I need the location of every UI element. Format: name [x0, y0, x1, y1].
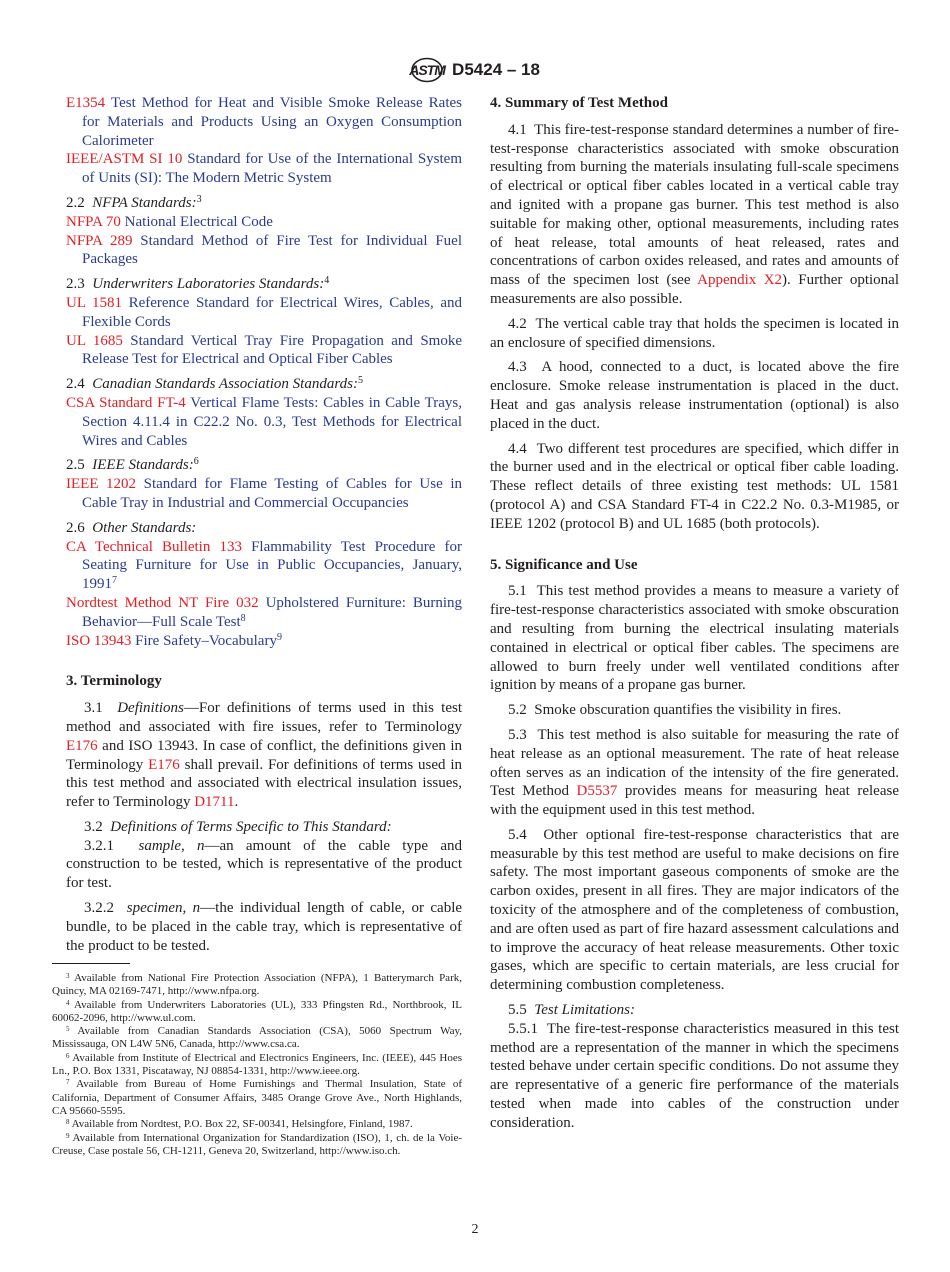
footnote: $^8$ Available from Nordtest, P.O. Box 22, SF-00341, Helsingfore, Finland, 1987.: [66, 1118, 413, 1131]
footnote-ref: 8: [240, 612, 246, 624]
footnote-ref: 4: [324, 275, 330, 287]
ref-iso-13943: [66, 632, 462, 651]
ieee-heading: [66, 456, 462, 475]
ref-code[interactable]: UL 1581: [66, 294, 123, 311]
footnote: $^9$ Available from International Organization for Standardization (ISO), 1, ch. de la Voie-Creuse, Case postale 56, CH-1211, Geneva 20, Switzerland, http://www.iso.ch.: [52, 1131, 462, 1157]
link-appendix-x2[interactable]: Appendix X2: [697, 272, 783, 289]
terminology-heading: 3. Terminology: [66, 673, 162, 690]
section-label: IEEE Standards:: [92, 457, 194, 474]
section-number: 2.3: [66, 276, 85, 293]
other-heading: [66, 519, 462, 538]
link-d5537[interactable]: D5537: [576, 783, 618, 800]
ref-code[interactable]: IEEE 1202: [66, 476, 137, 493]
summary-heading: 4. Summary of Test Method: [490, 95, 668, 111]
ref-nfpa-289: [66, 232, 462, 270]
document-id: D5424 – 18: [452, 60, 540, 79]
section-label: NFPA Standards:: [92, 194, 197, 211]
link-e176[interactable]: E176: [148, 756, 180, 773]
ref-code[interactable]: CA Technical Bulletin 133: [66, 538, 242, 555]
para-5-5-1: 5.5.1 The fire-test-response characteristics measured in this test method are a representation of the manner in which the specimens tested behave under certain specific conditions. Do not assume they are representative of a generic fire performance of the materials tested when made into cables of the construction under consideration.: [490, 1020, 899, 1131]
ref-e1354: [66, 94, 462, 150]
link-d1711[interactable]: D1711: [194, 794, 235, 811]
para-3-2-1: 3.2.1 sample, n—an amount of the cable type and construction to be tested, which is representative of the product for test.: [66, 837, 462, 892]
nfpa-heading: [66, 194, 462, 213]
ref-title[interactable]: National Electrical Code: [124, 213, 273, 230]
footnotes: [52, 972, 462, 1158]
ref-code[interactable]: IEEE/ASTM SI 10: [66, 151, 183, 168]
ref-title[interactable]: Flammability Test Procedure for Seating Furniture for Use in Public Occupancies, January, 1991: [82, 538, 463, 593]
ref-ul-1581: [66, 294, 462, 332]
ref-title[interactable]: Test Method for Heat and Visible Smoke Release Rates for Materials and Products Using an Oxygen Consumption Calorimeter: [82, 95, 462, 149]
ref-code[interactable]: CSA Standard FT-4: [66, 394, 186, 411]
section-label: Underwriters Laboratories Standards:: [92, 276, 325, 293]
footnote: $^4$ Available from Underwriters Laboratories (UL), 333 Pfingsten Rd., Northbrook, IL 60062-2096, http://www.ul.com.: [52, 998, 462, 1024]
left-column: [66, 94, 462, 961]
section-number: 2.6: [66, 519, 85, 536]
ref-title[interactable]: Standard for Use of the International System of Units (SI): The Modern Metric System: [82, 151, 462, 187]
ref-code[interactable]: Nordtest Method NT Fire 032: [66, 594, 259, 611]
page-header: [0, 55, 950, 85]
ref-title[interactable]: Upholstered Furniture: Burning Behavior—Full Scale Test: [82, 594, 462, 630]
para-4-3: 4.3 A hood, connected to a duct, is located above the fire enclosure. Smoke release instrumentation is placed in the duct. Heat and gas analysis release instrumentation (optional) is also placed in the duct.: [490, 359, 899, 432]
footnote-ref: 3: [196, 193, 202, 205]
footnote: $^3$ Available from National Fire Protection Association (NFPA), 1 Batterymarch Park, Quincy, MA 02169-7471, http://www.nfpa.org.: [52, 972, 462, 998]
para-3-1: 3.1 Definitions—For definitions of terms used in this test method and associated with fire issues, refer to Terminology E176 and ISO 13943. In case of conflict, the definitions given in Terminology E176 shall prevail. For definitions of terms used in this test method and associated with electrical insulation issues, refer to Terminology D1711.: [66, 700, 463, 811]
footnote: $^7$ Available from Bureau of Home Furnishings and Thermal Insulation, State of California, Department of Consumer Affairs, 3485 Orange Grove Ave., North Highlands, CA 95660-5595.: [52, 1078, 462, 1117]
page-number: 2: [471, 1222, 479, 1237]
ref-code[interactable]: ISO 13943: [66, 632, 132, 649]
ref-nordtest: [66, 594, 462, 632]
para-5-1: 5.1 This test method provides a means to measure a variety of fire-test-response characteristics associated with smoke obscuration and resulting from burning the electrical insulating materials contained in electrical or optical fiber cables. The specimens are allowed to burn freely under well ventilated conditions after ignition by means of a propane gas burner.: [490, 583, 899, 694]
footnote-ref: 9: [276, 631, 282, 643]
ref-csa-ft4: [66, 394, 462, 450]
significance-heading: 5. Significance and Use: [490, 556, 638, 573]
astm-logo: [410, 57, 444, 83]
ref-title[interactable]: Standard for Flame Testing of Cables for Use in Cable Tray in Industrial and Commercial Occupancies: [82, 476, 462, 511]
section-number: 2.5: [66, 457, 85, 474]
ref-nfpa-70: [66, 213, 462, 232]
section-number: 2.2: [66, 194, 85, 211]
section-number: 2.4: [66, 376, 85, 393]
para-4-2: 4.2 The vertical cable tray that holds the specimen is located in an enclosure of specified dimensions.: [490, 315, 899, 351]
footnote-ref: 7: [112, 575, 117, 587]
ref-title[interactable]: Reference Standard for Electrical Wires, Cables, and Flexible Cords: [82, 294, 462, 330]
ref-code[interactable]: UL 1685: [66, 332, 123, 349]
footnote: $^6$ Available from Institute of Electrical and Electronics Engineers, Inc. (IEEE), 445 Hoes Ln., P.O. Box 1331, Piscataway, NJ 08854-1331, http://www.ieee.org.: [52, 1051, 462, 1078]
ref-title[interactable]: Vertical Flame Tests: Cables in Cable Trays, Section 4.11.4 in C22.2 No. 0.3, Test Methods for Electrical Wires and Cables: [82, 394, 463, 449]
csa-heading: [66, 375, 462, 394]
para-3-2: 3.2 Definitions of Terms Specific to This Standard:: [84, 818, 392, 835]
footnote-divider: [52, 963, 130, 964]
ref-ul-1685: [66, 332, 462, 370]
ref-ieee-astm-si10: [66, 150, 462, 188]
logo-text: ASTM: [409, 62, 445, 78]
footnote: $^5$ Available from Canadian Standards Association (CSA), 5060 Spectrum Way, Mississauga, ON L4W 5N6, Canada, http://www.csa.ca.: [52, 1025, 462, 1051]
para-5-5: 5.5 Test Limitations:: [508, 1002, 635, 1019]
ref-title[interactable]: Standard Vertical Tray Fire Propagation and Smoke Release Test for Electrical and Optical Fiber Cables: [82, 332, 462, 368]
ref-title[interactable]: Standard Method of Fire Test for Individual Fuel Packages: [82, 232, 462, 268]
para-4-1: 4.1 This fire-test-response standard determines a number of fire-test-response characteristics associated with smoke obscuration resulting from burning the materials insulating full-scale specimens of electrical or optical fiber cables located in a vertical cable tray and ignited with a propane gas burner. This test method is also suitable for making other, optional measurements, including rates of heat release, total amounts of heat released, rates and concentrations of carbon oxides released, and rates and amounts of mass of the specimen lost (see Appendix X2). Further optional measurements are also possible.: [490, 121, 899, 307]
para-5-3: 5.3 This test method is also suitable for measuring the rate of heat release as an optional measurement. The rate of heat release often serves as an indication of the intensity of the fire generated. Test Method D5537 provides means for measuring heat release with the equipment used in this test method.: [490, 726, 899, 819]
ref-ieee-1202: [66, 475, 462, 513]
ref-code[interactable]: NFPA 70: [66, 213, 121, 230]
para-5-4: 5.4 Other optional fire-test-response characteristics that are measurable by this test method are useful to make decisions on fire safety. The most important gaseous components of smoke are the carbon oxides, present in all fires. They are major indicators of the toxicity of the atmosphere and of the completeness of combustion, and are often used as part of fire hazard assessment calculations and to improve the accuracy of heat release measurements. Other toxic gases, which are specific to certain materials, are less crucial for determining combustion completeness.: [490, 826, 899, 994]
ref-code[interactable]: NFPA 289: [66, 232, 133, 249]
footnote-ref: 6: [193, 456, 199, 468]
ref-code[interactable]: E1354: [66, 95, 106, 111]
ref-ca-tb-133: [66, 538, 462, 594]
ul-heading: [66, 275, 462, 294]
footnote-ref: 5: [357, 375, 363, 387]
para-3-2-2: 3.2.2 specimen, n—the individual length of cable, or cable bundle, to be placed in the cable tray, which is representative of the product to be tested.: [66, 900, 463, 954]
ref-title[interactable]: Fire Safety–Vocabulary: [135, 632, 277, 649]
section-label: Canadian Standards Association Standards:: [92, 376, 358, 393]
link-e176[interactable]: E176: [66, 737, 98, 754]
para-4-4: 4.4 Two different test procedures are specified, which differ in the burner used and in the electrical or optical fiber cable loading. These reflect details of three existing test methods: UL 1581 (protocol A) and CSA Standard FT-4 in C22.2 No. 0.3-M1985, or IEEE 1202 (protocol B) and UL 1685 (both protocols).: [490, 440, 900, 532]
para-5-2: 5.2 Smoke obscuration quantifies the visibility in fires.: [508, 702, 842, 719]
right-column: [490, 94, 899, 1139]
section-label: Other Standards:: [92, 519, 197, 536]
